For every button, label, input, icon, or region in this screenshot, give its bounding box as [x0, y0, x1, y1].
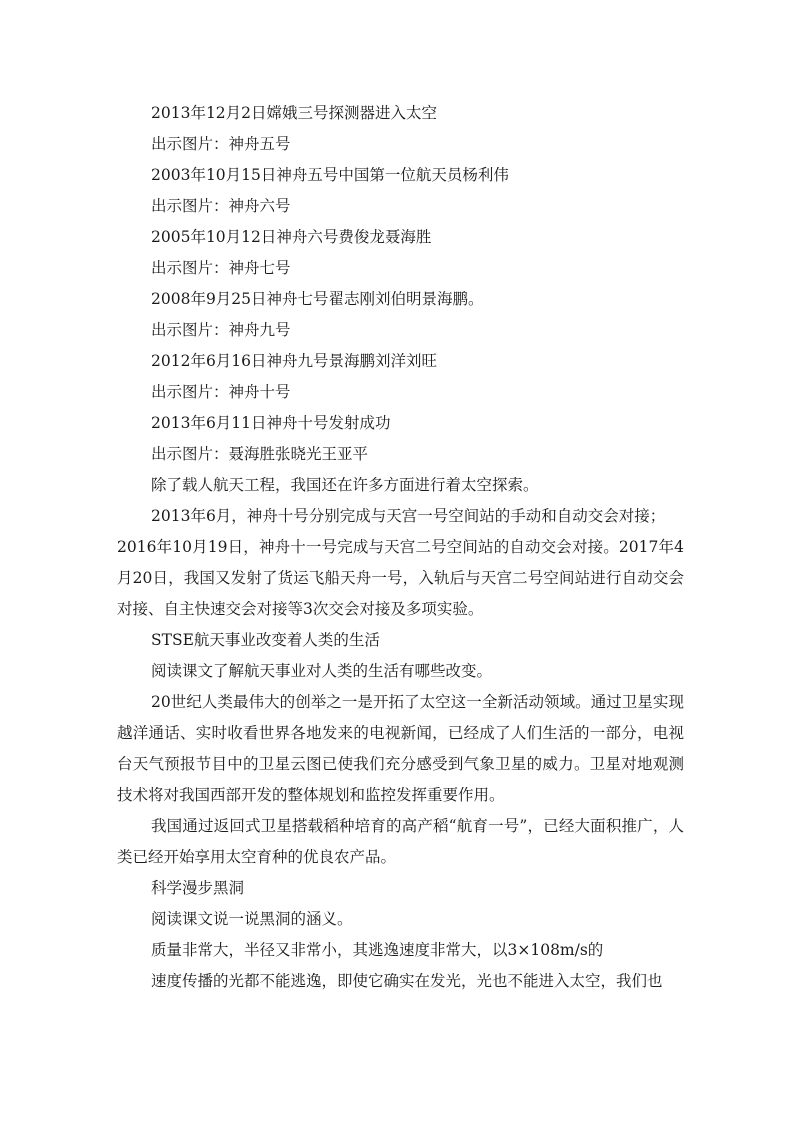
paragraph-show-image-shenzhou-10: 出示图片：神舟十号 — [151, 383, 291, 401]
paragraph-show-image-shenzhou-9: 出示图片：神舟九号 — [151, 321, 291, 339]
paragraph-docking-2016-2017: 2016年10月19日，神舟十一号完成与天宫二号空间站的自动交会对接。2017年4月20日，我国又发射了货运飞船天舟一号，入轨后与天宫二号空间站进行自动交会对接、自主快速交会对接等3次交会对接及多项实验。 — [117, 538, 684, 618]
paragraph-shenzhou-5: 2003年10月15日神舟五号中国第一位航天员杨利伟 — [151, 166, 509, 184]
paragraph-shenzhou-7: 2008年9月25日神舟七号翟志刚刘伯明景海鹏。 — [151, 290, 484, 308]
paragraph-docking-2013: 2013年6月，神舟十号分别完成与天宫一号空间站的手动和自动交会对接； — [151, 507, 666, 525]
section-heading-black-hole: 科学漫步黑洞 — [151, 879, 245, 897]
paragraph-show-image-shenzhou-6: 出示图片：神舟六号 — [151, 197, 291, 215]
paragraph-space-breeding: 我国通过返回式卫星搭载稻种培育的高产稻“航育一号”，已经大面积推广，人类已经开始享用太空育种的优良农产品。 — [117, 817, 684, 866]
paragraph-black-hole-definition-2: 速度传播的光都不能逃逸，即使它确实在发光，光也不能进入太空，我们也 — [151, 972, 663, 990]
paragraph-shenzhou-6: 2005年10月12日神舟六号费俊龙聂海胜 — [151, 228, 432, 246]
paragraph-black-hole-definition-1: 质量非常大，半径又非常小，其逃逸速度非常大，以3×108m/s的 — [151, 941, 604, 959]
paragraph-show-image-shenzhou-7: 出示图片：神舟七号 — [151, 259, 291, 277]
paragraph-reading-task-2: 阅读课文说一说黑洞的涵义。 — [151, 910, 353, 928]
paragraph-chang-e-3: 2013年12月2日嫦娥三号探测器进入太空 — [151, 104, 438, 122]
paragraph-shenzhou-10: 2013年6月11日神舟十号发射成功 — [151, 414, 391, 432]
paragraph-reading-task-1: 阅读课文了解航天事业对人类的生活有哪些改变。 — [151, 662, 493, 680]
paragraph-satellite-applications: 20世纪人类最伟大的创举之一是开拓了太空这一全新活动领域。通过卫星实现越洋通话、实时收看世界各地发来的电视新闻，已经成了人们生活的一部分，电视台天气预报节目中的卫星云图已使我们充分感受到气象卫星的威力。卫星对地观测技术将对我国西部开发的整体规划和监控发挥重要作用。 — [117, 693, 684, 804]
section-heading-stse: STSE航天事业改变着人类的生活 — [151, 631, 380, 649]
document-body — [117, 98, 684, 997]
paragraph-shenzhou-9: 2012年6月16日神舟九号景海鹏刘洋刘旺 — [151, 352, 438, 370]
paragraph-show-image-astronauts: 出示图片：聂海胜张晓光王亚平 — [151, 445, 369, 463]
paragraph-space-exploration: 除了载人航天工程，我国还在许多方面进行着太空探索。 — [151, 476, 539, 494]
paragraph-show-image-shenzhou-5: 出示图片：神舟五号 — [151, 135, 291, 153]
